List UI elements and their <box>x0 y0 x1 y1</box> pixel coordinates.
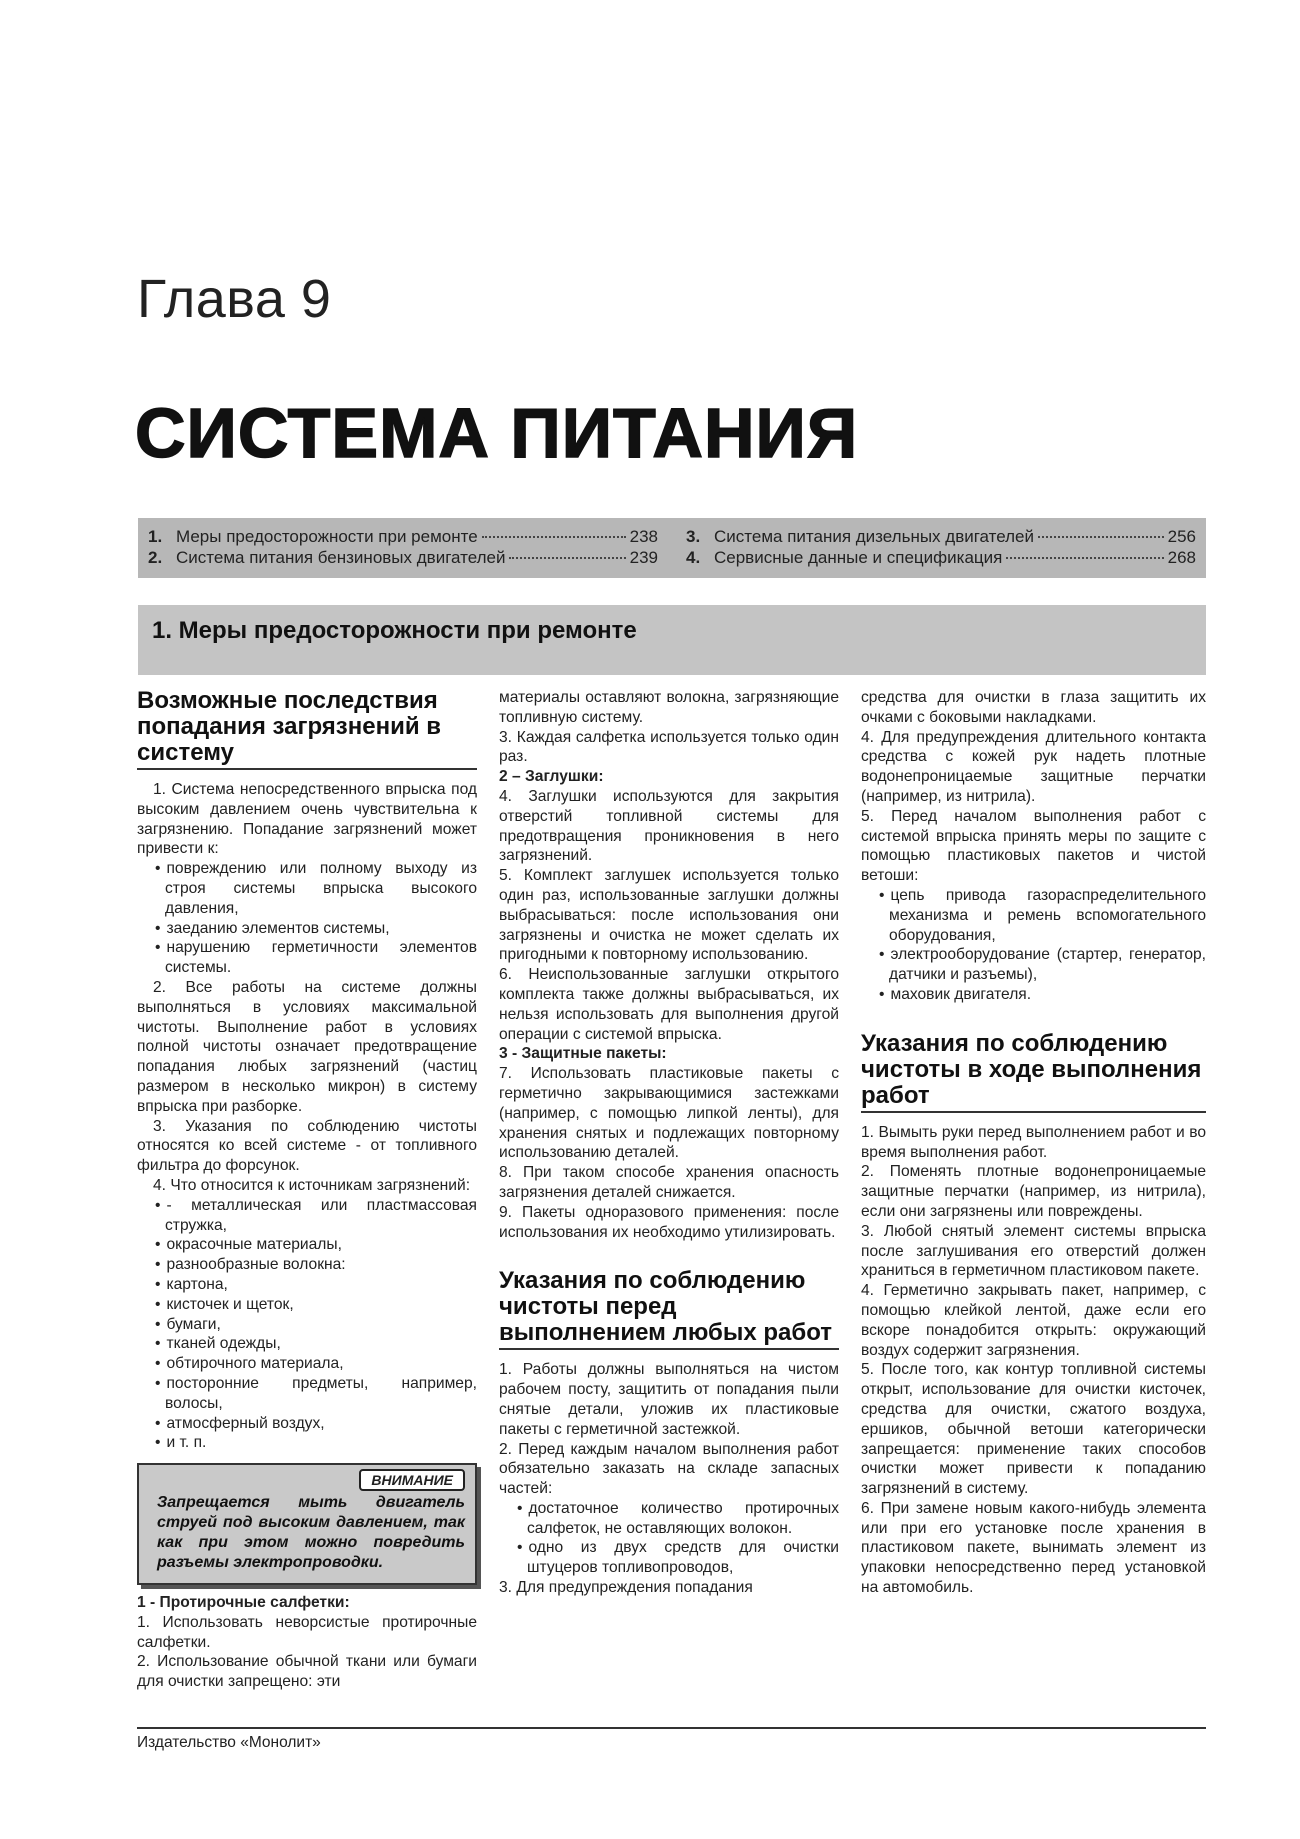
toc-column-left <box>148 527 658 569</box>
toc-leader <box>509 557 625 559</box>
paragraph: 1. Использовать неворсистые протирочные салфетки. <box>137 1613 477 1651</box>
toc-leader <box>482 536 626 538</box>
toc-leader <box>1006 557 1163 559</box>
list-item: • цепь привода газораспределительного механизма и ремень вспомогательного оборудования, <box>861 886 1206 945</box>
paragraph: 1. Система непосредственного впрыска под высоким давлением очень чувствительна к загрязнению. Попадание загрязнений может привести к: <box>137 781 477 858</box>
paragraph: 2. Использование обычной ткани или бумаги для очистки запрещено: эти <box>137 1653 477 1691</box>
paragraph: 6. При замене новым какого-нибудь элемента или при его установке после хранения в пластиковом пакете, вынимать элемент из упаковки непосредственно перед установкой на автомобиль. <box>861 1499 1206 1597</box>
list-item: • достаточное количество протирочных салфеток, не оставляющих волокон. <box>499 1499 839 1539</box>
paragraph: 4. Герметично закрывать пакет, например, с помощью клейкой лентой, даже если его вскоре понадобится открыть: окружающий воздух содержит загрязнения. <box>861 1282 1206 1359</box>
list-item: • обтирочного материала, <box>137 1354 477 1374</box>
paragraph: 3. Указания по соблюдению чистоты относятся ко всей системе - от топливного фильтра до форсунок. <box>137 1117 477 1175</box>
paragraph: 3. Любой снятый элемент системы впрыска после заглушивания его отверстий должен храниться в герметичном пластиковом пакете. <box>861 1222 1206 1280</box>
paragraph: 3. Каждая салфетка используется только один раз. <box>499 728 839 766</box>
list-item: • электрооборудование (стартер, генератор, датчики и разъемы), <box>861 945 1206 985</box>
toc-number: 2. <box>148 548 163 567</box>
toc-page: 239 <box>629 548 658 567</box>
footer-publisher: Издательство «Монолит» <box>137 1734 321 1751</box>
list-item: • картона, <box>137 1275 477 1295</box>
paragraph: 1. Вымыть руки перед выполнением работ и во время выполнения работ. <box>861 1123 1206 1161</box>
paragraph: 1. Работы должны выполняться на чистом рабочем посту, защитить от попадания пыли снятые детали, уложив их пластиковые пакеты с герметичной застежкой. <box>499 1361 839 1438</box>
paragraph: 9. Пакеты одноразового применения: после использования их необходимо утилизировать. <box>499 1203 839 1241</box>
list-item: • нарушению герметичности элементов системы. <box>137 938 477 978</box>
warning-text: Запрещается мыть двигатель струей под высоким давлением, так как при этом можно повредить разъемы электропроводки. <box>157 1494 465 1572</box>
paragraph: 4. Заглушки используются для закрытия отверстий топливной системы для предотвращения проникновения в него загрязнений. <box>499 787 839 865</box>
warning-box <box>137 1463 477 1585</box>
list-item: • - металлическая или пластмассовая стружка, <box>137 1196 477 1236</box>
footer-divider <box>137 1727 1206 1729</box>
text-column-3 <box>861 688 1206 1598</box>
list-item: • бумаги, <box>137 1315 477 1335</box>
paragraph: 6. Неиспользованные заглушки открытого комплекта также должны выбрасываться, их нельзя использовать для выполнения другой операции с системой впрыска. <box>499 966 839 1043</box>
toc-page: 256 <box>1167 527 1196 546</box>
subsection-heading: Указания по соблюдению чистоты перед выполнением любых работ <box>499 1268 839 1350</box>
paragraph: 4. Что относится к источникам загрязнений: <box>153 1176 471 1194</box>
list-item: • окрасочные материалы, <box>137 1235 477 1255</box>
toc-text: Система питания дизельных двигателей <box>714 527 1034 546</box>
toc-item[interactable] <box>148 548 658 569</box>
chapter-title: СИСТЕМА ПИТАНИЯ <box>135 394 859 472</box>
paragraph: 4. Для предупреждения длительного контакта средства с кожей рук надеть плотные водонепроницаемые защитные перчатки (например, из нитрила). <box>861 728 1206 805</box>
toc-page: 268 <box>1167 548 1196 567</box>
paragraph: 8. При таком способе хранения опасность загрязнения деталей снижается. <box>499 1164 839 1201</box>
item-heading: 2 – Заглушки: <box>499 768 604 786</box>
list-item: • кисточек и щеток, <box>137 1295 477 1315</box>
paragraph: материалы оставляют волокна, загрязняющие топливную систему. <box>499 689 839 726</box>
paragraph: средства для очистки в глаза защитить их очками с боковыми накладками. <box>861 689 1206 726</box>
paragraph: 7. Использовать пластиковые пакеты с герметично закрывающимися застежками (например, с помощью липкой ленты), для хранения снятых и подлежащих повторному использованию деталей. <box>499 1065 839 1162</box>
list-item: • тканей одежды, <box>137 1334 477 1354</box>
paragraph: 3. Для предупреждения попадания <box>499 1579 753 1597</box>
toc-item[interactable] <box>686 527 1196 548</box>
toc-column-right <box>686 527 1196 569</box>
toc-item[interactable] <box>148 527 658 548</box>
paragraph: 2. Поменять плотные водонепроницаемые защитные перчатки (например, из нитрила), если они загрязнены или повреждены. <box>861 1163 1206 1220</box>
chapter-label: Глава 9 <box>137 269 332 329</box>
list-item: • посторонние предметы, например, волосы, <box>137 1374 477 1414</box>
list-item: • маховик двигателя. <box>861 985 1206 1005</box>
section-header <box>138 605 1206 675</box>
toc-item[interactable] <box>686 548 1196 569</box>
toc-page: 238 <box>629 527 658 546</box>
paragraph: 5. Комплект заглушек используется только один раз, использованные заглушки должны выбрасываться: после использования они загрязнены и очистка не может сделать их пригодными к повторному использованию. <box>499 867 839 964</box>
paragraph: 2. Все работы на системе должны выполняться в условиях максимальной чистоты. Выполнение работ в условиях полной чистоты означает предотвращение попадания любых загрязнений (частиц размером в несколько микрон) в систему впрыска при разборке. <box>137 978 477 1115</box>
toc-text: Система питания бензиновых двигателей <box>176 548 506 567</box>
text-column-1 <box>137 688 477 1692</box>
section-title: 1. Меры предосторожности при ремонте <box>152 617 637 644</box>
subsection-heading: Указания по соблюдению чистоты в ходе выполнения работ <box>861 1031 1206 1113</box>
paragraph: 5. После того, как контур топливной системы открыт, использование для очистки кисточек, средства для очистки, сжатого воздуха, ершиков, обычной ветоши категорически запрещается: применение таких способов очистки может привести к попаданию загрязнений в систему. <box>861 1361 1206 1498</box>
list-item: • повреждению или полному выходу из строя системы впрыска высокого давления, <box>137 859 477 918</box>
toc-text: Меры предосторожности при ремонте <box>176 527 478 546</box>
paragraph: 2. Перед каждым началом выполнения работ обязательно заказать на складе запасных частей: <box>499 1440 839 1498</box>
toc-number: 4. <box>686 548 701 567</box>
toc-number: 1. <box>148 527 163 546</box>
toc-text: Сервисные данные и спецификация <box>714 548 1003 567</box>
table-of-contents <box>138 518 1206 578</box>
toc-leader <box>1038 536 1164 538</box>
list-item: • разнообразные волокна: <box>137 1255 477 1275</box>
warning-label: ВНИМАНИЕ <box>359 1469 465 1491</box>
toc-number: 3. <box>686 527 701 546</box>
text-column-2 <box>499 688 839 1598</box>
list-item: • и т. п. <box>137 1433 477 1453</box>
list-item: • заеданию элементов системы, <box>137 919 477 939</box>
list-item: • одно из двух средств для очистки штуцеров топливопроводов, <box>499 1538 839 1578</box>
item-heading: 1 - Протирочные салфетки: <box>137 1594 350 1612</box>
subsection-heading: Возможные последствия попадания загрязнений в систему <box>137 688 477 770</box>
paragraph: 5. Перед началом выполнения работ с системой впрыска принять меры по защите с помощью пластиковых пакетов и чистой ветоши: <box>861 807 1206 885</box>
item-heading: 3 - Защитные пакеты: <box>499 1045 667 1063</box>
list-item: • атмосферный воздух, <box>137 1414 477 1434</box>
